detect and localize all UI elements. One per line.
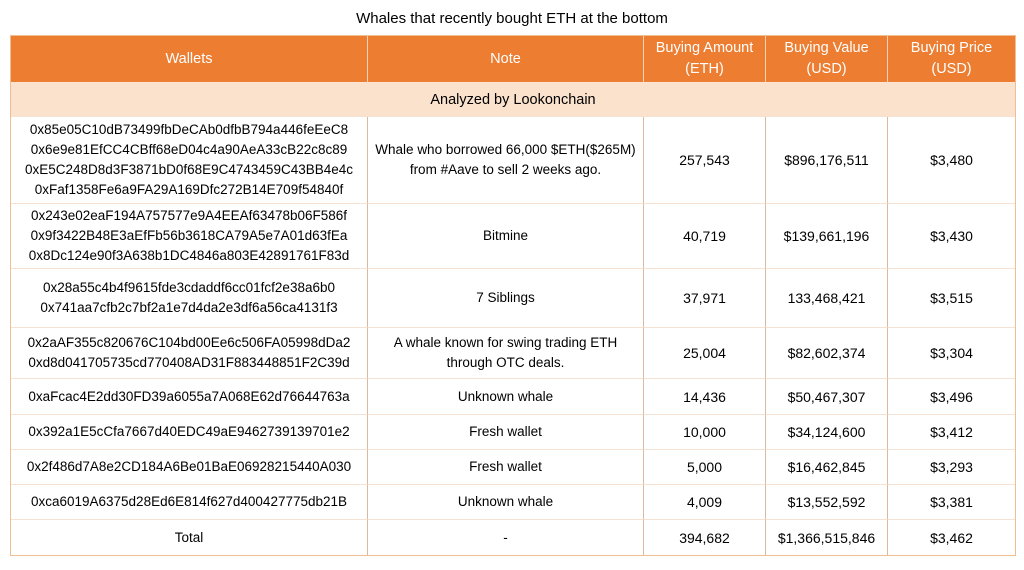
wallets-cell [11, 379, 368, 415]
col-header-buying-amount [644, 36, 766, 83]
amount-cell: 25,004 [644, 328, 766, 379]
table-row [11, 379, 1015, 415]
wallet-address: 0xFaf1358Fe6a9FA29A169Dfc272B14E709f54840f [34, 182, 344, 197]
note-cell: Fresh wallet [368, 415, 644, 450]
col-header-sub: (USD) [806, 61, 847, 77]
col-header-sub: (USD) [931, 61, 972, 77]
amount-cell: 40,719 [644, 204, 766, 269]
col-header-label: Wallets [165, 50, 213, 67]
value-cell: $1,366,515,846 [766, 520, 888, 555]
whales-table [10, 35, 1016, 556]
table-row [11, 117, 1015, 204]
col-header-buying-value [766, 36, 888, 83]
amount-cell: 394,682 [644, 520, 766, 555]
wallets-cell [11, 204, 368, 269]
col-header-note [368, 36, 644, 83]
col-header-wallets [11, 36, 368, 83]
wallet-address: 0x243e02eaF194A757577e9A4EEAf63478b06F586f [30, 208, 348, 223]
note-cell: Whale who borrowed 66,000 $ETH($265M) from #Aave to sell 2 weeks ago. [368, 117, 644, 204]
price-cell: $3,496 [888, 379, 1015, 415]
table-row [11, 328, 1015, 379]
banner-row [11, 83, 1015, 117]
col-header-buying-price [888, 36, 1015, 83]
col-header-label: Note [490, 50, 521, 67]
note-cell: 7 Siblings [368, 269, 644, 328]
note-cell: Fresh wallet [368, 450, 644, 485]
col-header-sub: (ETH) [685, 61, 724, 77]
value-cell: $13,552,592 [766, 485, 888, 520]
total-row [11, 520, 1015, 555]
wallets-cell [11, 328, 368, 379]
value-cell: $139,661,196 [766, 204, 888, 269]
value-cell: $50,467,307 [766, 379, 888, 415]
wallet-address: 0x2f486d7A8e2CD184A6Be01BaE06928215440A030 [26, 459, 352, 474]
wallets-cell [11, 485, 368, 520]
table-row [11, 450, 1015, 485]
price-cell: $3,381 [888, 485, 1015, 520]
wallet-address: 0xd8d041705735cd770408AD31F883448851F2C39d [28, 355, 350, 370]
amount-cell: 4,009 [644, 485, 766, 520]
note-cell: Bitmine [368, 204, 644, 269]
col-header-label: Buying Amount [655, 40, 754, 56]
amount-cell: 257,543 [644, 117, 766, 204]
price-cell: $3,480 [888, 117, 1015, 204]
wallets-cell [11, 415, 368, 450]
note-cell: - [368, 520, 644, 555]
note-cell: Unknown whale [368, 379, 644, 415]
note-cell: Unknown whale [368, 485, 644, 520]
table-body [11, 117, 1015, 555]
header-row [11, 36, 1015, 83]
amount-cell: 37,971 [644, 269, 766, 328]
wallet-address: 0xE5C248D8d3F3871bD0f68E9C4743459C43BB4e4c [25, 162, 353, 177]
value-cell: 133,468,421 [766, 269, 888, 328]
price-cell: $3,412 [888, 415, 1015, 450]
wallet-address: 0x741aa7cfb2c7bf2a1e7d4da2e3df6a56ca4131f3 [40, 300, 338, 315]
table-row [11, 415, 1015, 450]
total-label-cell [11, 520, 368, 555]
price-cell: $3,293 [888, 450, 1015, 485]
value-cell: $34,124,600 [766, 415, 888, 450]
amount-cell: 5,000 [644, 450, 766, 485]
wallets-cell [11, 117, 368, 204]
value-cell: $16,462,845 [766, 450, 888, 485]
wallet-address: 0x28a55c4b4f9615fde3cdaddf6cc01fcf2e38a6b0 [42, 280, 335, 295]
wallets-cell [11, 269, 368, 328]
wallet-address: 0x2aAF355c820676C104bd00Ee6c506FA05998dDa2 [27, 335, 351, 350]
total-label: Total [174, 529, 204, 545]
wallet-address: 0x85e05C10dB73499fbDeCAb0dfbB794a446feEeC8 [29, 122, 349, 137]
value-cell: $896,176,511 [766, 117, 888, 204]
amount-cell: 14,436 [644, 379, 766, 415]
value-cell: $82,602,374 [766, 328, 888, 379]
wallet-address: 0xaFcac4E2dd30FD39a6055a7A068E62d76644763a [28, 388, 350, 404]
price-cell: $3,430 [888, 204, 1015, 269]
price-cell: $3,462 [888, 520, 1015, 555]
table-row [11, 485, 1015, 520]
amount-cell: 10,000 [644, 415, 766, 450]
table-row [11, 204, 1015, 269]
wallet-address: 0x9f3422B48E3aEfFb56b3618CA79A5e7A01d63fEa [30, 228, 348, 243]
col-header-label: Buying Value [784, 40, 869, 56]
price-cell: $3,515 [888, 269, 1015, 328]
table-row [11, 269, 1015, 328]
note-cell: A whale known for swing trading ETH through OTC deals. [368, 328, 644, 379]
banner-cell: Analyzed by Lookonchain [11, 83, 1015, 117]
wallet-address: 0x8Dc124e90f3A638b1DC4846a803E42891761F83d [28, 248, 350, 263]
wallet-address: 0x392a1E5cCfa7667d40EDC49aE9462739139701e2 [28, 424, 350, 439]
page-title: Whales that recently bought ETH at the bottom [356, 10, 668, 27]
wallet-address: 0x6e9e81EfCC4CBff68eD04c4a90AeA33cB22c8c89 [30, 142, 348, 157]
wallet-address: 0xca6019A6375d28Ed6E814f627d400427775db21B [30, 494, 348, 509]
col-header-label: Buying Price [910, 40, 993, 56]
price-cell: $3,304 [888, 328, 1015, 379]
wallets-cell [11, 450, 368, 485]
